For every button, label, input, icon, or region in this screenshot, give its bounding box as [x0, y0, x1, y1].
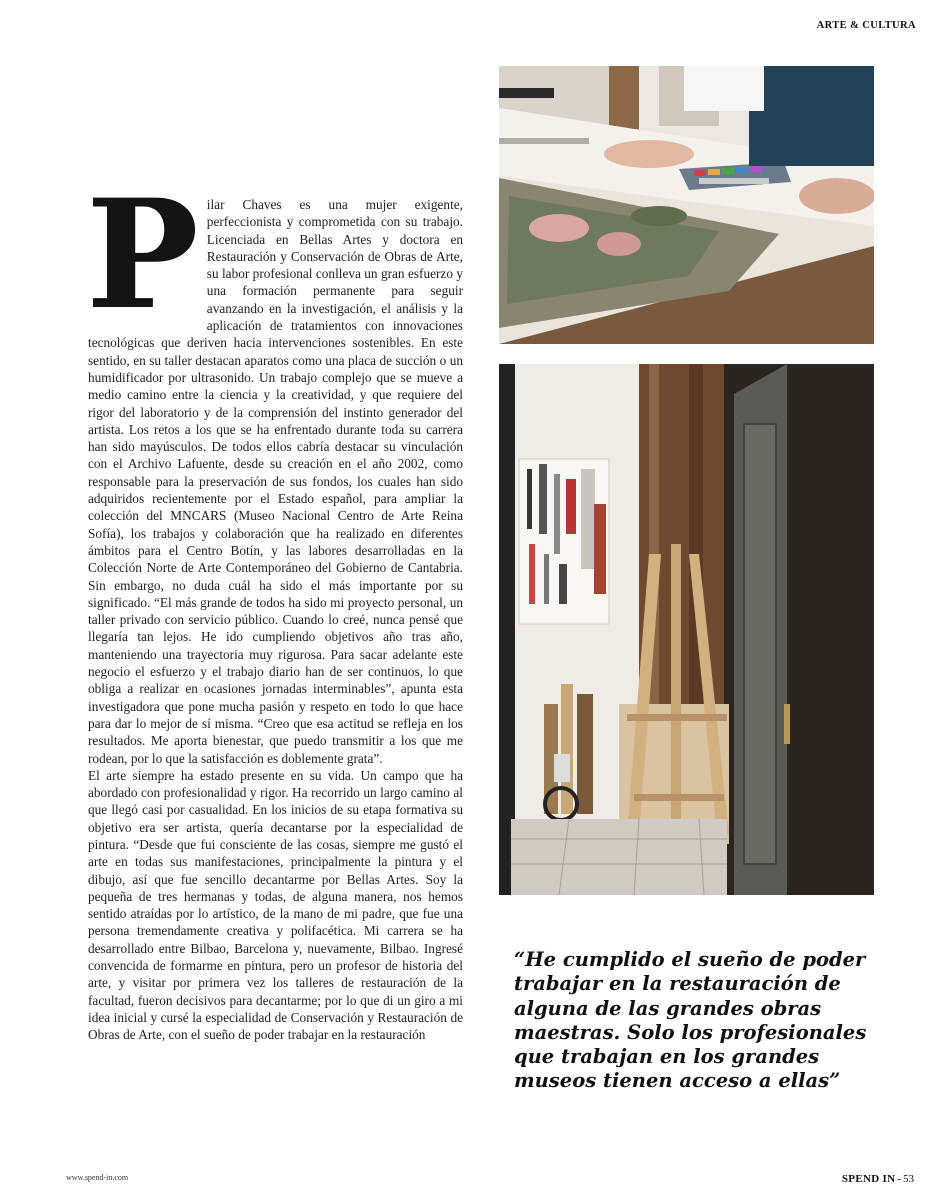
footer-separator: - — [897, 1173, 901, 1185]
photo-workshop-easel — [499, 364, 874, 895]
pull-quote: “He cumplido el sueño de poder trabajar en la restauración de alguna de las grandes obras maestras. Solo los profesionales que trabajan en los grandes museos tienen acceso a ellas” — [514, 948, 867, 1093]
page-number: 53 — [903, 1173, 914, 1185]
photo-restorer-hands — [499, 66, 874, 344]
article-paragraph-2: El arte siempre ha estado presente en su vida. Un campo que ha abordado con profesionalidad y rigor. Ha recorrido un largo camino al que llegó casi por casualidad. En los inicios de su etapa formativa su objetivo era ser artista, quería decantarse por la especialidad de pintura. “Desde que fui consciente de las cosas, siempre me gustó el arte en todas sus manifestaciones, principalmente la pintura y el dibujo, así que fue sencillo decantarme por Bellas Artes. Soy la pequeña de tres hermanas y todas, de alguna manera, nos hemos sentido atraídas por lo artístico, de la mano de mi padre, que fue una persona tremendamente creativa y polifacética. Mi carrera se ha desarrollado entre Bilbao, Barcelona y, nuevamente, Bilbao. Ingresé convencida de formarme en pintura, pero un profesor de historia del arte, y visitar por primera vez los talleres de restauración de la facultad, fueron decisivos para decantarme; por lo que di un giro a mi idea inicial y cursé la especialidad de Conservación y Restauración de Obras de Arte, con el sueño de poder trabajar en la restauración — [88, 767, 463, 1043]
drop-cap: P — [86, 167, 199, 343]
section-label: ARTE & CULTURA — [816, 20, 916, 31]
footer-brand: SPEND IN — [841, 1173, 896, 1185]
footer-url: www.spend-in.com — [66, 1173, 129, 1182]
footer-page-info — [842, 1173, 914, 1185]
article-body — [86, 167, 463, 1044]
article-paragraph-1: ilar Chaves es una mujer exigente, perfeccionista y comprometida con su trabajo. Licenciada en Bellas Artes y doctora en Restauración y Conservación de Obras de Arte, su labor profesional conlleva un gran esfuerzo y una formación permanente para seguir avanzando en la investigación, el análisis y la aplicación de tratamientos con innovaciones tecnológicas que deriven hacia intervenciones sostenibles. En este sentido, en su taller destacan aparatos como una placa de succión o un humidificador por ultrasonido. Un trabajo complejo que se mueve a medio camino entre la ciencia y la creatividad, y que requiere del rigor del laboratorio y de la comprensión del instinto generador del artista. Los retos a los que se ha enfrentado durante toda su carrera han sido mayúsculos. De todos ellos cabría destacar su vinculación con el Archivo Lafuente, desde su creación en el año 2002, como responsable para la preservación de sus fondos, los cuales han sido adquiridos recientemente por el Estado español, para ampliar la colección del MNCARS (Museo Nacional Centro de Arte Reina Sofía), los trabajos y colaboración que ha realizado en diferentes ámbitos para el Centro Botín, y las labores desarrolladas en la Colección Norte de Arte Contemporáneo del Gobierno de Cantabria. Sin embargo, no duda cuál ha sido el más importante por su significado. “El más grande de todos ha sido mi proyecto personal, un taller privado con servicio público. Cuando lo creé, nunca pensé que llegaría tan lejos. He ido cumpliendo objetivos año tras año, manteniendo una trayectoria muy rigurosa. Para sacar adelante este negocio el esfuerzo y el trabajo diario han de ser continuos, lo que obliga a realizar en ocasiones jornadas interminables”, apunta esta investigadora que pone mucha pasión y respeto en todo lo que hace para dar lo mejor de sí misma. “Creo que esa actitud se refleja en los resultados. Me aporta bienestar, que puedo transmitir a los que me rodean, por lo que la satisfacción es doblemente grata”. — [88, 197, 463, 766]
